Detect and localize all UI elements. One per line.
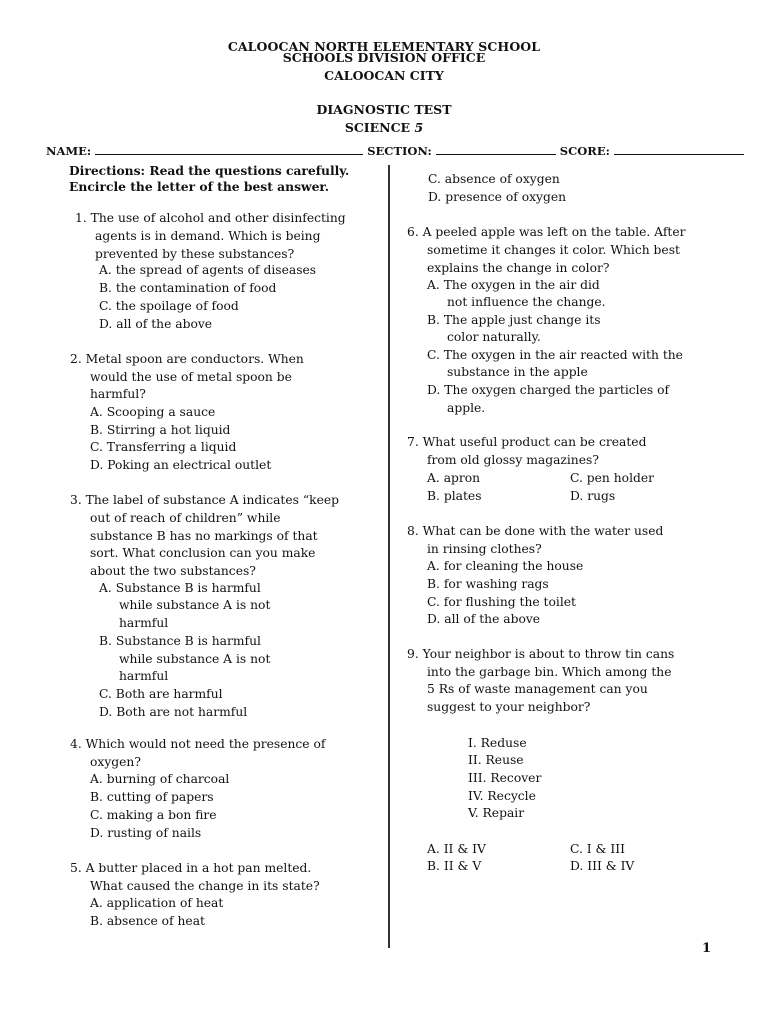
q9-roman-5: V. Repair (468, 806, 525, 820)
directions-line-1: Directions: Read the questions carefully. (69, 163, 350, 178)
q1-option-b[interactable]: B. the contamination of food (99, 281, 277, 295)
q3-stem-5: about the two substances? (90, 564, 256, 578)
score-label: SCORE: (559, 144, 610, 158)
q8-stem-1: 8. What can be done with the water used (407, 524, 664, 538)
q6-option-c[interactable]: C. The oxygen in the air reacted with the (427, 348, 683, 362)
q9-stem-1: 9. Your neighbor is about to throw tin cans (407, 647, 675, 661)
q7-option-a[interactable]: A. apron (427, 471, 481, 485)
q6-option-c-cont: substance in the apple (447, 365, 588, 379)
q6-option-d-cont: apple. (447, 401, 486, 415)
q6-option-a[interactable]: A. The oxygen in the air did (427, 278, 600, 292)
q3-option-a-cont-1: while substance A is not (119, 598, 271, 612)
q1-option-a[interactable]: A. the spread of agents of diseases (99, 263, 317, 277)
q9-roman-1: I. Reduse (468, 736, 527, 750)
q5-stem-2: What caused the change in its state? (90, 879, 320, 893)
q7-option-d[interactable]: D. rugs (570, 489, 616, 503)
q8-option-b[interactable]: B. for washing rags (427, 577, 549, 591)
name-field[interactable] (95, 144, 363, 155)
q5-option-d[interactable]: D. presence of oxygen (428, 190, 567, 204)
q9-option-b[interactable]: B. II & V (427, 859, 482, 873)
q3-option-b-cont-1: while substance A is not (119, 652, 271, 666)
q9-stem-2: into the garbage bin. Which among the (427, 665, 672, 679)
q3-option-d[interactable]: D. Both are not harmful (99, 705, 248, 719)
q5-option-c[interactable]: C. absence of oxygen (428, 172, 560, 186)
q6-stem-3: explains the change in color? (427, 261, 610, 275)
q9-roman-3: III. Recover (468, 771, 542, 785)
q6-option-b[interactable]: B. The apple just change its (427, 313, 601, 327)
q2-option-a[interactable]: A. Scooping a sauce (90, 405, 216, 419)
q5-stem-1: 5. A butter placed in a hot pan melted. (70, 861, 312, 875)
q3-stem-4: sort. What conclusion can you make (90, 546, 316, 560)
q7-option-b[interactable]: B. plates (427, 489, 482, 503)
q1-stem-2: agents is in demand. Which is being (95, 229, 321, 243)
q4-option-d[interactable]: D. rusting of nails (90, 826, 202, 840)
q9-roman-2: II. Reuse (468, 753, 524, 767)
q9-option-c[interactable]: C. I & III (570, 842, 625, 856)
q8-option-a[interactable]: A. for cleaning the house (427, 559, 584, 573)
q2-option-d[interactable]: D. Poking an electrical outlet (90, 458, 272, 472)
city-name: CALOOCAN CITY (324, 68, 444, 83)
q8-option-c[interactable]: C. for flushing the toilet (427, 595, 576, 609)
q1-option-d[interactable]: D. all of the above (99, 317, 213, 331)
q3-stem-3: substance B has no markings of that (90, 529, 318, 543)
column-divider (388, 165, 390, 948)
section-field[interactable] (436, 144, 556, 155)
q6-option-d[interactable]: D. The oxygen charged the particles of (427, 383, 670, 397)
q8-stem-2: in rinsing clothes? (427, 542, 542, 556)
q3-option-a[interactable]: A. Substance B is harmful (99, 581, 261, 595)
q4-stem-2: oxygen? (90, 755, 141, 769)
q9-option-a[interactable]: A. II & IV (427, 842, 486, 856)
name-label: NAME: (46, 144, 92, 158)
directions-line-2: Encircle the letter of the best answer. (69, 179, 330, 194)
q4-stem-1: 4. Which would not need the presence of (70, 737, 326, 751)
q7-stem-1: 7. What useful product can be created (407, 435, 647, 449)
q6-option-b-cont: color naturally. (447, 330, 541, 344)
student-info-fields (46, 144, 744, 158)
q2-option-b[interactable]: B. Stirring a hot liquid (90, 423, 231, 437)
q2-stem-2: would the use of metal spoon be (90, 370, 292, 384)
q2-stem-1: 2. Metal spoon are conductors. When (70, 352, 304, 366)
q3-stem-1: 3. The label of substance A indicates “keep (70, 493, 340, 507)
q4-option-a[interactable]: A. burning of charcoal (90, 772, 230, 786)
q9-roman-4: IV. Recycle (468, 789, 536, 803)
page-number: 1 (702, 941, 712, 956)
q4-option-c[interactable]: C. making a bon fire (90, 808, 217, 822)
q6-stem-2: sometime it changes it color. Which best (427, 243, 680, 257)
q9-stem-4: suggest to your neighbor? (427, 700, 591, 714)
subject-label: SCIENCE (344, 120, 411, 135)
q5-option-a[interactable]: A. application of heat (90, 896, 224, 910)
q3-option-b[interactable]: B. Substance B is harmful (99, 634, 261, 648)
q2-option-c[interactable]: C. Transferring a liquid (90, 440, 237, 454)
q8-option-d[interactable]: D. all of the above (427, 612, 541, 626)
school-name: CALOOCAN NORTH ELEMENTARY SCHOOL (227, 39, 541, 54)
q7-stem-2: from old glossy magazines? (427, 453, 599, 467)
division-office: SCHOOLS DIVISION OFFICE (282, 50, 486, 65)
q1-stem-3: prevented by these substances? (95, 247, 295, 261)
score-field[interactable] (614, 144, 744, 155)
q9-option-d[interactable]: D. III & IV (570, 859, 635, 873)
grade-label: 5 (414, 120, 424, 135)
q4-option-b[interactable]: B. cutting of papers (90, 790, 214, 804)
q6-stem-1: 6. A peeled apple was left on the table. After (407, 225, 686, 239)
q7-option-c[interactable]: C. pen holder (570, 471, 655, 485)
q9-stem-3: 5 Rs of waste management can you (427, 682, 648, 696)
q3-option-a-cont-2: harmful (119, 616, 169, 630)
q5-option-b[interactable]: B. absence of heat (90, 914, 205, 928)
q3-option-b-cont-2: harmful (119, 669, 169, 683)
section-label: SECTION: (367, 144, 432, 158)
q3-stem-2: out of reach of children” while (90, 511, 281, 525)
q1-stem-1: 1. The use of alcohol and other disinfecting (75, 211, 346, 225)
q3-option-c[interactable]: C. Both are harmful (99, 687, 223, 701)
test-title: DIAGNOSTIC TEST (316, 102, 452, 117)
q1-option-c[interactable]: C. the spoilage of food (99, 299, 239, 313)
q2-stem-3: harmful? (90, 387, 146, 401)
q6-option-a-cont: not influence the change. (447, 295, 606, 309)
subject-title (0, 120, 768, 135)
